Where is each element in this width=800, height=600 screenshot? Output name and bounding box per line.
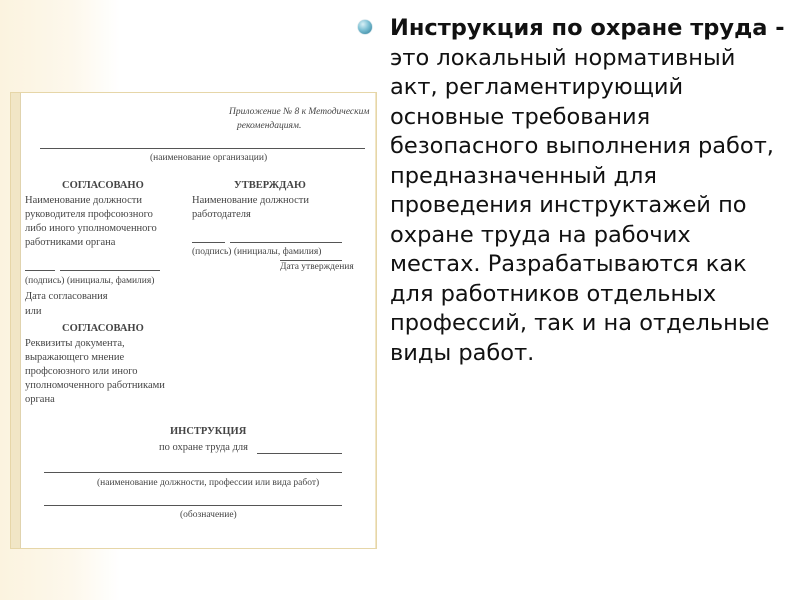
agreed-name-line: [60, 270, 160, 271]
approve-date: Дата утверждения: [280, 262, 354, 272]
agreed-position-line-3: либо иного уполномоченного: [25, 223, 157, 234]
designation-caption: (обозначение): [180, 510, 237, 520]
approve-position-line-2: работодателя: [192, 209, 251, 220]
agreed-sign-line: [25, 270, 55, 271]
agreed2-line-2: выражающего мнение: [25, 352, 125, 363]
org-caption: (наименование организации): [150, 153, 268, 163]
agreed2-heading: СОГЛАСОВАНО: [62, 323, 144, 334]
agreed-date: Дата согласования: [25, 291, 108, 302]
scanned-document: [22, 102, 374, 532]
agreed-position-line-1: Наименование должности: [25, 195, 142, 206]
position-line: [44, 472, 342, 473]
agreed2-line-4: уполномоченного работниками: [25, 380, 165, 391]
definition-paragraph: [390, 14, 785, 368]
or-text: или: [25, 306, 42, 317]
approve-date-line: [280, 260, 342, 261]
definition-text: это локальный нормативный акт, регламентирующий основные требования безопасного выполнения работ, предназначенный для проведения инструктажей по охране труда на рабочих местах. Разрабатываются как для работников отдельных профессий, так и на отдельные виды работ.: [390, 44, 774, 366]
instruction-subtitle: по охране труда для: [159, 442, 249, 453]
approve-heading: УТВЕРЖДАЮ: [234, 180, 306, 191]
agreed-position-line-2: руководителя профсоюзного: [25, 209, 153, 220]
approve-sign-caption: (подпись) (инициалы, фамилия): [192, 247, 322, 257]
approve-sign-line: [192, 242, 225, 243]
instruction-title: ИНСТРУКЦИЯ: [170, 426, 247, 437]
appendix-line-1: Приложение № 8 к Методическим: [229, 107, 370, 117]
appendix-line-2: рекомендациям.: [237, 121, 302, 131]
agreed-sign-caption: (подпись) (инициалы, фамилия): [25, 276, 155, 286]
term-bold: Инструкция по охране труда -: [390, 15, 785, 41]
agreed2-line-5: органа: [25, 394, 55, 405]
designation-line: [44, 505, 342, 506]
agreed2-line-1: Реквизиты документа,: [25, 338, 125, 349]
instruction-for-line: [257, 453, 342, 454]
agreed-heading: СОГЛАСОВАНО: [62, 180, 144, 191]
agreed2-line-3: профсоюзного или иного: [25, 366, 138, 377]
bullet-icon: [358, 20, 372, 34]
approve-position-line-1: Наименование должности: [192, 195, 309, 206]
agreed-position-line-4: работниками органа: [25, 237, 116, 248]
approve-name-line: [230, 242, 342, 243]
org-line: [40, 148, 365, 149]
position-caption: (наименование должности, профессии или вида работ): [97, 478, 320, 488]
